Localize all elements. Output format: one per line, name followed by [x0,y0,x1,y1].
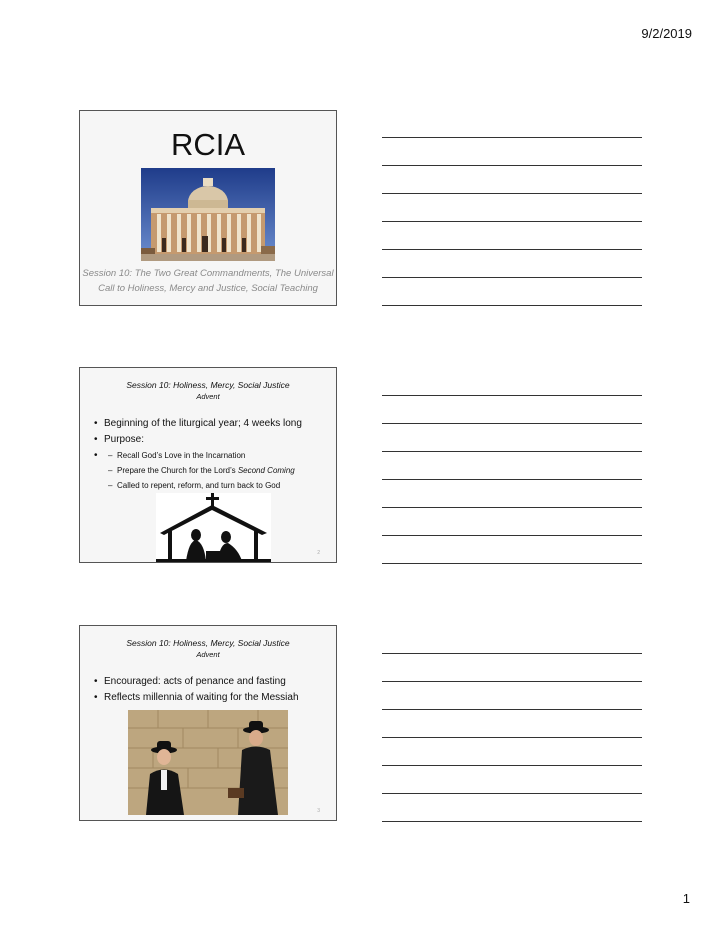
bullet-list [94,416,330,493]
bullet-item: • Beginning of the liturgical year; 4 weeks long [94,416,330,432]
basilica-image [141,168,275,261]
slide-3 [79,625,337,821]
slide-2 [79,367,337,563]
slide-number: 2 [317,550,320,556]
bullet-item: • Encouraged: acts of penance and fasting [94,674,330,690]
western-wall-image [128,710,288,815]
bullet-item: • Purpose: [94,432,330,448]
sub-bullet-item: – Prepare the Church for the Lord’s Second Coming [108,463,330,478]
slide-number: 3 [317,808,320,814]
bullet-list [94,674,330,706]
slide-header: Session 10: Holiness, Mercy, Social Justice Advent [80,638,336,659]
slide-subheader: Advent [196,392,220,401]
print-date: 9/2/2019 [641,26,692,41]
slide-subtitle: Session 10: The Two Great Commandments, The Universal Call to Holiness, Mercy and Justice, Social Teaching [82,268,334,294]
bullet-item: • Reflects millennia of waiting for the Messiah [94,690,330,706]
slide-subheader: Advent [196,650,220,659]
slide-header: Session 10: Holiness, Mercy, Social Justice Advent [80,380,336,401]
nativity-image [156,493,271,563]
sub-bullet-group [94,448,330,493]
page-number: 1 [682,891,690,906]
slide-1 [79,110,337,306]
sub-bullet-item: – Called to repent, reform, and turn back to God [108,478,330,493]
sub-bullet-item: – • Recall God’s Love in the Incarnation [108,448,330,463]
slide-title: RCIA [170,127,246,162]
